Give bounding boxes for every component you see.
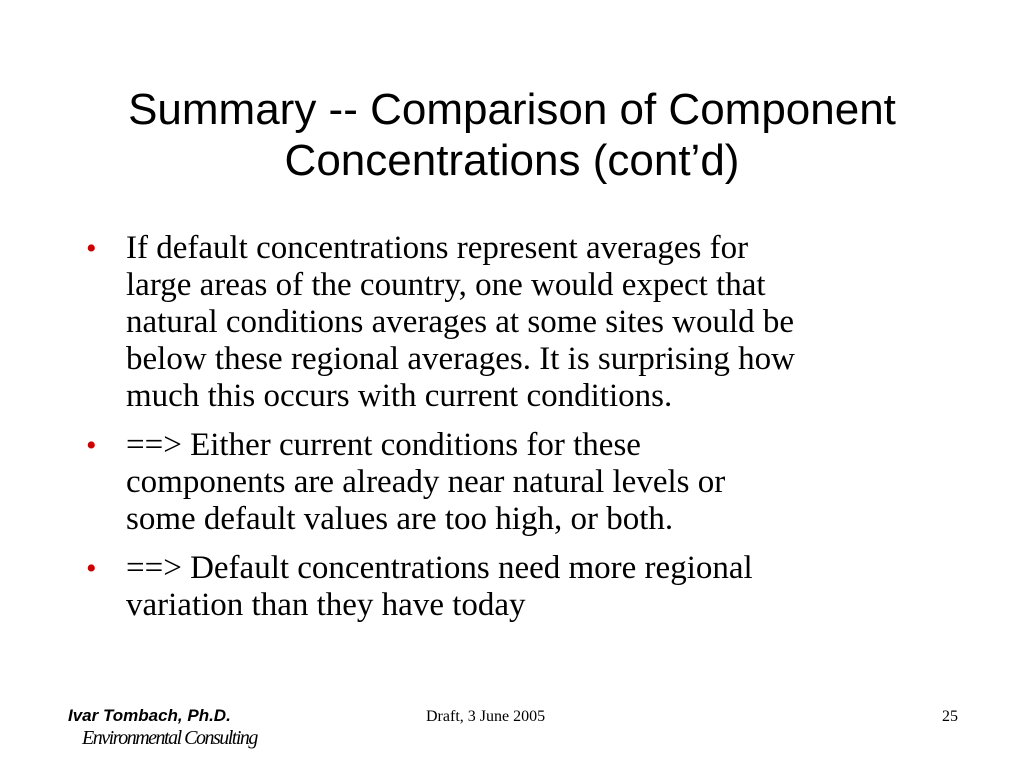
bullet-2-line-3: some default values are too high, or both. bbox=[126, 501, 674, 537]
bullet-2-line-2: components are already near natural levels or bbox=[126, 464, 726, 500]
slide-title-line-2: Concentrations (cont’d) bbox=[284, 136, 740, 185]
bullet-3-line-1: ==> Default concentrations need more regional bbox=[126, 550, 753, 586]
bullet-icon: • bbox=[86, 232, 97, 265]
bullet-icon: • bbox=[86, 429, 97, 462]
bullet-1-line-1: If default concentrations represent averages for bbox=[126, 230, 749, 266]
page-number: 25 bbox=[942, 708, 958, 725]
footer-author-name: Ivar Tombach, Ph.D. bbox=[68, 706, 231, 725]
bullet-3-line-2: variation than they have today bbox=[126, 587, 526, 623]
footer-author-block bbox=[68, 706, 328, 748]
bullet-1-line-3: natural conditions averages at some sites would be bbox=[126, 304, 795, 340]
bullet-1-line-2: large areas of the country, one would expect that bbox=[126, 267, 766, 303]
bullet-item-3 bbox=[86, 550, 946, 624]
bullet-2-line-1: ==> Either current conditions for these bbox=[126, 427, 641, 463]
footer-date: Draft, 3 June 2005 bbox=[426, 708, 546, 725]
slide-title-line-1: Summary -- Comparison of Component bbox=[128, 85, 896, 134]
bullet-icon: • bbox=[86, 552, 97, 585]
bullet-1-line-4: below these regional averages. It is surprising how bbox=[126, 341, 795, 377]
footer-organization: Environmental Consulting bbox=[82, 727, 257, 749]
bullet-list bbox=[86, 230, 946, 636]
bullet-item-2 bbox=[86, 427, 946, 538]
bullet-item-1 bbox=[86, 230, 946, 415]
slide-title bbox=[60, 84, 964, 186]
bullet-1-line-5: much this occurs with current conditions. bbox=[126, 378, 673, 414]
